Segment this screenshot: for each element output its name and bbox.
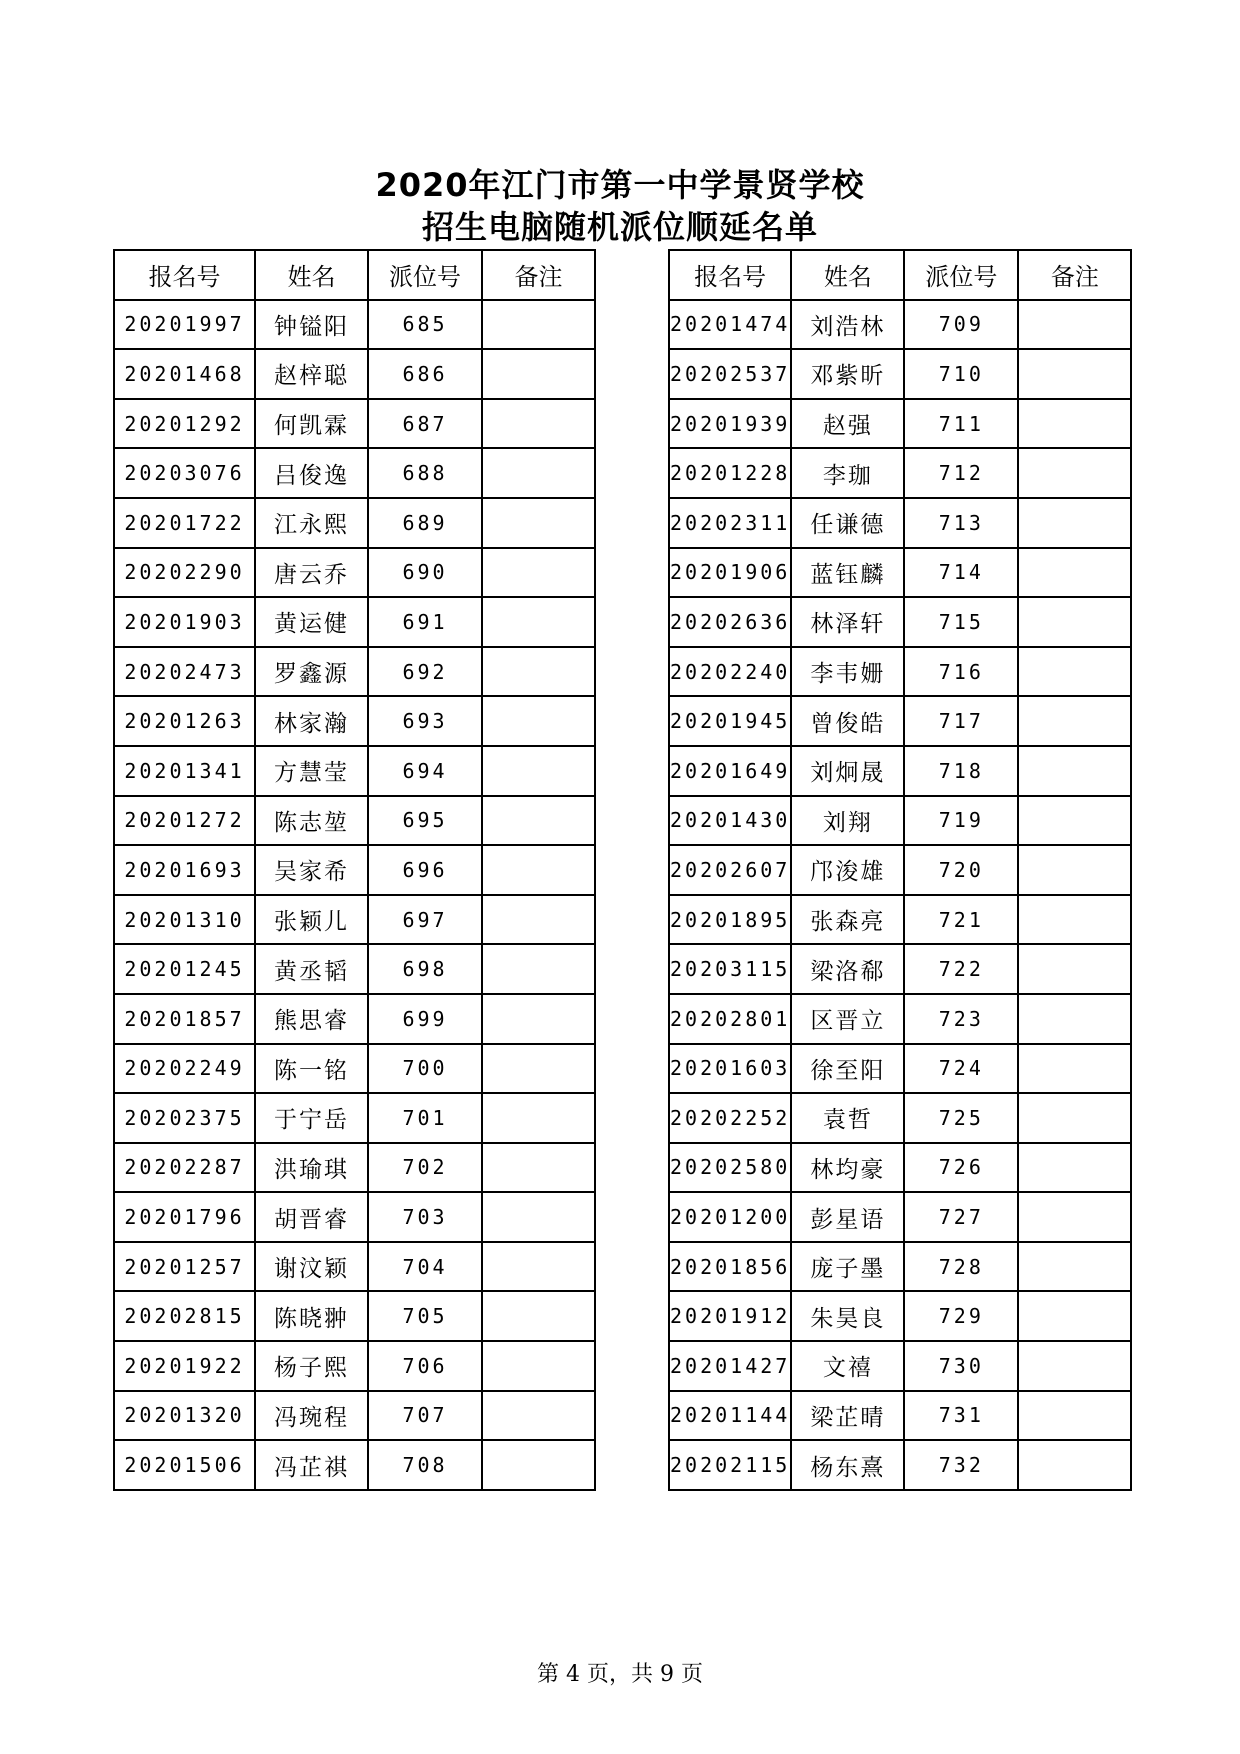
name-cell: 江永熙 xyxy=(255,498,368,548)
seat-no-cell: 696 xyxy=(368,845,482,895)
header-remark: 备注 xyxy=(1018,250,1131,300)
seat-no-cell: 692 xyxy=(368,647,482,697)
name-cell: 黄运健 xyxy=(255,597,368,647)
reg-no-cell: 20201939 xyxy=(669,399,791,449)
table-row xyxy=(669,349,1131,399)
reg-no-cell: 20201320 xyxy=(114,1391,255,1441)
reg-no-cell: 20201796 xyxy=(114,1192,255,1242)
name-cell: 徐至阳 xyxy=(791,1044,904,1094)
seat-no-cell: 731 xyxy=(904,1391,1018,1441)
roster-table-right xyxy=(668,249,1132,1491)
name-cell: 陈一铭 xyxy=(255,1044,368,1094)
table-row xyxy=(669,399,1131,449)
name-cell: 于宁岳 xyxy=(255,1093,368,1143)
name-cell: 吕俊逸 xyxy=(255,448,368,498)
reg-no-cell: 20202607 xyxy=(669,845,791,895)
remark-cell xyxy=(1018,1093,1131,1143)
reg-no-cell: 20201903 xyxy=(114,597,255,647)
name-cell: 杨东熹 xyxy=(791,1440,904,1490)
seat-no-cell: 718 xyxy=(904,746,1018,796)
reg-no-cell: 20201468 xyxy=(114,349,255,399)
table-row xyxy=(669,1242,1131,1292)
table-row xyxy=(669,1440,1131,1490)
table-row xyxy=(114,1341,595,1391)
seat-no-cell: 700 xyxy=(368,1044,482,1094)
seat-no-cell: 730 xyxy=(904,1341,1018,1391)
name-cell: 罗鑫源 xyxy=(255,647,368,697)
reg-no-cell: 20202252 xyxy=(669,1093,791,1143)
table-row xyxy=(114,349,595,399)
name-cell: 张森亮 xyxy=(791,895,904,945)
table-row xyxy=(114,994,595,1044)
table-row xyxy=(669,796,1131,846)
reg-no-cell: 20202115 xyxy=(669,1440,791,1490)
table-row xyxy=(114,746,595,796)
table-row xyxy=(114,845,595,895)
reg-no-cell: 20201430 xyxy=(669,796,791,846)
reg-no-cell: 20201257 xyxy=(114,1242,255,1292)
name-cell: 赵强 xyxy=(791,399,904,449)
name-cell: 吴家希 xyxy=(255,845,368,895)
seat-no-cell: 705 xyxy=(368,1291,482,1341)
seat-no-cell: 686 xyxy=(368,349,482,399)
remark-cell xyxy=(1018,448,1131,498)
seat-no-cell: 711 xyxy=(904,399,1018,449)
reg-no-cell: 20203076 xyxy=(114,448,255,498)
remark-cell xyxy=(1018,1192,1131,1242)
header-seat-no: 派位号 xyxy=(368,250,482,300)
remark-cell xyxy=(1018,300,1131,350)
reg-no-cell: 20202580 xyxy=(669,1143,791,1193)
page-title: 2020年江门市第一中学景贤学校 xyxy=(375,166,865,204)
remark-cell xyxy=(482,1341,595,1391)
name-cell: 彭星语 xyxy=(791,1192,904,1242)
name-cell: 林家瀚 xyxy=(255,696,368,746)
table-row xyxy=(114,1192,595,1242)
name-cell: 刘翔 xyxy=(791,796,904,846)
remark-cell xyxy=(1018,548,1131,598)
table-row xyxy=(114,895,595,945)
name-cell: 谢汶颖 xyxy=(255,1242,368,1292)
reg-no-cell: 20201856 xyxy=(669,1242,791,1292)
table-row xyxy=(669,548,1131,598)
table-row xyxy=(669,498,1131,548)
seat-no-cell: 688 xyxy=(368,448,482,498)
name-cell: 梁芷晴 xyxy=(791,1391,904,1441)
remark-cell xyxy=(482,1391,595,1441)
remark-cell xyxy=(1018,895,1131,945)
reg-no-cell: 20202290 xyxy=(114,548,255,598)
table-row xyxy=(114,1291,595,1341)
header-seat-no: 派位号 xyxy=(904,250,1018,300)
table-row xyxy=(114,647,595,697)
reg-no-cell: 20201144 xyxy=(669,1391,791,1441)
reg-no-cell: 20201228 xyxy=(669,448,791,498)
seat-no-cell: 727 xyxy=(904,1192,1018,1242)
remark-cell xyxy=(482,300,595,350)
table-row xyxy=(114,399,595,449)
table-row xyxy=(114,1440,595,1490)
seat-no-cell: 714 xyxy=(904,548,1018,598)
remark-cell xyxy=(482,349,595,399)
remark-cell xyxy=(1018,349,1131,399)
reg-no-cell: 20203115 xyxy=(669,944,791,994)
table-row xyxy=(669,1391,1131,1441)
seat-no-cell: 708 xyxy=(368,1440,482,1490)
name-cell: 袁哲 xyxy=(791,1093,904,1143)
remark-cell xyxy=(482,1291,595,1341)
reg-no-cell: 20201603 xyxy=(669,1044,791,1094)
table-row xyxy=(669,1143,1131,1193)
remark-cell xyxy=(1018,746,1131,796)
remark-cell xyxy=(482,448,595,498)
name-cell: 冯芷祺 xyxy=(255,1440,368,1490)
table-row xyxy=(669,1044,1131,1094)
reg-no-cell: 20201245 xyxy=(114,944,255,994)
reg-no-cell: 20201427 xyxy=(669,1341,791,1391)
remark-cell xyxy=(482,1044,595,1094)
reg-no-cell: 20201649 xyxy=(669,746,791,796)
table-row xyxy=(669,944,1131,994)
name-cell: 杨子熙 xyxy=(255,1341,368,1391)
table-row xyxy=(114,1242,595,1292)
seat-no-cell: 689 xyxy=(368,498,482,548)
name-cell: 洪瑜琪 xyxy=(255,1143,368,1193)
table-row xyxy=(114,1391,595,1441)
remark-cell xyxy=(1018,1440,1131,1490)
table-row xyxy=(669,1291,1131,1341)
remark-cell xyxy=(1018,498,1131,548)
seat-no-cell: 697 xyxy=(368,895,482,945)
table-row xyxy=(669,994,1131,1044)
name-cell: 钟镒阳 xyxy=(255,300,368,350)
remark-cell xyxy=(482,1242,595,1292)
reg-no-cell: 20202473 xyxy=(114,647,255,697)
seat-no-cell: 687 xyxy=(368,399,482,449)
reg-no-cell: 20201200 xyxy=(669,1192,791,1242)
reg-no-cell: 20201922 xyxy=(114,1341,255,1391)
reg-no-cell: 20201506 xyxy=(114,1440,255,1490)
table-row xyxy=(669,845,1131,895)
table-row xyxy=(669,647,1131,697)
seat-no-cell: 693 xyxy=(368,696,482,746)
remark-cell xyxy=(482,1192,595,1242)
name-cell: 唐云乔 xyxy=(255,548,368,598)
remark-cell xyxy=(1018,944,1131,994)
remark-cell xyxy=(482,399,595,449)
remark-cell xyxy=(482,895,595,945)
reg-no-cell: 20201997 xyxy=(114,300,255,350)
seat-no-cell: 726 xyxy=(904,1143,1018,1193)
remark-cell xyxy=(482,746,595,796)
seat-no-cell: 723 xyxy=(904,994,1018,1044)
name-cell: 林均豪 xyxy=(791,1143,904,1193)
header-row xyxy=(669,250,1131,300)
table-row xyxy=(669,746,1131,796)
table-row xyxy=(114,548,595,598)
reg-no-cell: 20201292 xyxy=(114,399,255,449)
seat-no-cell: 691 xyxy=(368,597,482,647)
name-cell: 邝浚雄 xyxy=(791,845,904,895)
remark-cell xyxy=(1018,845,1131,895)
seat-no-cell: 721 xyxy=(904,895,1018,945)
remark-cell xyxy=(1018,1044,1131,1094)
name-cell: 林泽轩 xyxy=(791,597,904,647)
name-cell: 胡晋睿 xyxy=(255,1192,368,1242)
seat-no-cell: 709 xyxy=(904,300,1018,350)
seat-no-cell: 699 xyxy=(368,994,482,1044)
header-reg-no: 报名号 xyxy=(669,250,791,300)
roster-table-left xyxy=(113,249,596,1491)
name-cell: 黄丞韬 xyxy=(255,944,368,994)
table-row xyxy=(114,597,595,647)
seat-no-cell: 724 xyxy=(904,1044,1018,1094)
table-row xyxy=(669,448,1131,498)
remark-cell xyxy=(1018,1143,1131,1193)
reg-no-cell: 20201857 xyxy=(114,994,255,1044)
remark-cell xyxy=(1018,1341,1131,1391)
remark-cell xyxy=(1018,1291,1131,1341)
remark-cell xyxy=(482,696,595,746)
reg-no-cell: 20201895 xyxy=(669,895,791,945)
header-reg-no: 报名号 xyxy=(114,250,255,300)
table-row xyxy=(114,1044,595,1094)
reg-no-cell: 20202375 xyxy=(114,1093,255,1143)
seat-no-cell: 732 xyxy=(904,1440,1018,1490)
name-cell: 文禧 xyxy=(791,1341,904,1391)
remark-cell xyxy=(1018,1391,1131,1441)
seat-no-cell: 719 xyxy=(904,796,1018,846)
remark-cell xyxy=(1018,696,1131,746)
table-row xyxy=(114,1143,595,1193)
table-row xyxy=(669,895,1131,945)
name-cell: 邓紫昕 xyxy=(791,349,904,399)
seat-no-cell: 706 xyxy=(368,1341,482,1391)
reg-no-cell: 20201341 xyxy=(114,746,255,796)
seat-no-cell: 715 xyxy=(904,597,1018,647)
table-row xyxy=(114,448,595,498)
name-cell: 刘浩林 xyxy=(791,300,904,350)
reg-no-cell: 20201310 xyxy=(114,895,255,945)
name-cell: 区晋立 xyxy=(791,994,904,1044)
name-cell: 何凯霖 xyxy=(255,399,368,449)
reg-no-cell: 20201693 xyxy=(114,845,255,895)
remark-cell xyxy=(1018,399,1131,449)
table-row xyxy=(114,1093,595,1143)
name-cell: 庞子墨 xyxy=(791,1242,904,1292)
name-cell: 曾俊皓 xyxy=(791,696,904,746)
table-row xyxy=(669,300,1131,350)
page-footer: 第 4 页，共 9 页 xyxy=(537,1662,703,1687)
table-row xyxy=(114,944,595,994)
reg-no-cell: 20201263 xyxy=(114,696,255,746)
name-cell: 陈晓翀 xyxy=(255,1291,368,1341)
header-row xyxy=(114,250,595,300)
table-row xyxy=(114,696,595,746)
name-cell: 冯琬程 xyxy=(255,1391,368,1441)
seat-no-cell: 702 xyxy=(368,1143,482,1193)
reg-no-cell: 20202636 xyxy=(669,597,791,647)
seat-no-cell: 720 xyxy=(904,845,1018,895)
seat-no-cell: 694 xyxy=(368,746,482,796)
name-cell: 李韦姗 xyxy=(791,647,904,697)
reg-no-cell: 20201474 xyxy=(669,300,791,350)
remark-cell xyxy=(482,548,595,598)
seat-no-cell: 704 xyxy=(368,1242,482,1292)
remark-cell xyxy=(1018,994,1131,1044)
seat-no-cell: 717 xyxy=(904,696,1018,746)
reg-no-cell: 20201272 xyxy=(114,796,255,846)
header-name: 姓名 xyxy=(791,250,904,300)
remark-cell xyxy=(482,1440,595,1490)
seat-no-cell: 725 xyxy=(904,1093,1018,1143)
reg-no-cell: 20202287 xyxy=(114,1143,255,1193)
name-cell: 赵梓聪 xyxy=(255,349,368,399)
remark-cell xyxy=(482,1093,595,1143)
reg-no-cell: 20202537 xyxy=(669,349,791,399)
seat-no-cell: 728 xyxy=(904,1242,1018,1292)
reg-no-cell: 20202801 xyxy=(669,994,791,1044)
header-remark: 备注 xyxy=(482,250,595,300)
reg-no-cell: 20201945 xyxy=(669,696,791,746)
reg-no-cell: 20202249 xyxy=(114,1044,255,1094)
table-row xyxy=(669,1192,1131,1242)
seat-no-cell: 712 xyxy=(904,448,1018,498)
name-cell: 梁洛郗 xyxy=(791,944,904,994)
remark-cell xyxy=(1018,796,1131,846)
seat-no-cell: 729 xyxy=(904,1291,1018,1341)
remark-cell xyxy=(482,944,595,994)
table-row xyxy=(114,498,595,548)
reg-no-cell: 20202311 xyxy=(669,498,791,548)
reg-no-cell: 20201912 xyxy=(669,1291,791,1341)
page-subtitle: 招生电脑随机派位顺延名单 xyxy=(421,208,818,246)
seat-no-cell: 690 xyxy=(368,548,482,598)
seat-no-cell: 701 xyxy=(368,1093,482,1143)
remark-cell xyxy=(482,796,595,846)
remark-cell xyxy=(482,994,595,1044)
reg-no-cell: 20201722 xyxy=(114,498,255,548)
seat-no-cell: 707 xyxy=(368,1391,482,1441)
remark-cell xyxy=(1018,597,1131,647)
seat-no-cell: 685 xyxy=(368,300,482,350)
header-name: 姓名 xyxy=(255,250,368,300)
reg-no-cell: 20202240 xyxy=(669,647,791,697)
seat-no-cell: 703 xyxy=(368,1192,482,1242)
remark-cell xyxy=(482,597,595,647)
remark-cell xyxy=(1018,647,1131,697)
name-cell: 陈志堃 xyxy=(255,796,368,846)
remark-cell xyxy=(482,1143,595,1193)
name-cell: 朱昊良 xyxy=(791,1291,904,1341)
seat-no-cell: 716 xyxy=(904,647,1018,697)
remark-cell xyxy=(1018,1242,1131,1292)
table-row xyxy=(114,796,595,846)
name-cell: 方慧莹 xyxy=(255,746,368,796)
seat-no-cell: 710 xyxy=(904,349,1018,399)
reg-no-cell: 20201906 xyxy=(669,548,791,598)
table-row xyxy=(669,1341,1131,1391)
name-cell: 李珈 xyxy=(791,448,904,498)
table-row xyxy=(669,1093,1131,1143)
table-row xyxy=(114,300,595,350)
remark-cell xyxy=(482,498,595,548)
table-row xyxy=(669,696,1131,746)
name-cell: 刘炯晟 xyxy=(791,746,904,796)
name-cell: 任谦德 xyxy=(791,498,904,548)
remark-cell xyxy=(482,845,595,895)
reg-no-cell: 20202815 xyxy=(114,1291,255,1341)
seat-no-cell: 698 xyxy=(368,944,482,994)
seat-no-cell: 722 xyxy=(904,944,1018,994)
name-cell: 张颖儿 xyxy=(255,895,368,945)
seat-no-cell: 695 xyxy=(368,796,482,846)
seat-no-cell: 713 xyxy=(904,498,1018,548)
remark-cell xyxy=(482,647,595,697)
name-cell: 熊思睿 xyxy=(255,994,368,1044)
table-row xyxy=(669,597,1131,647)
name-cell: 蓝钰麟 xyxy=(791,548,904,598)
